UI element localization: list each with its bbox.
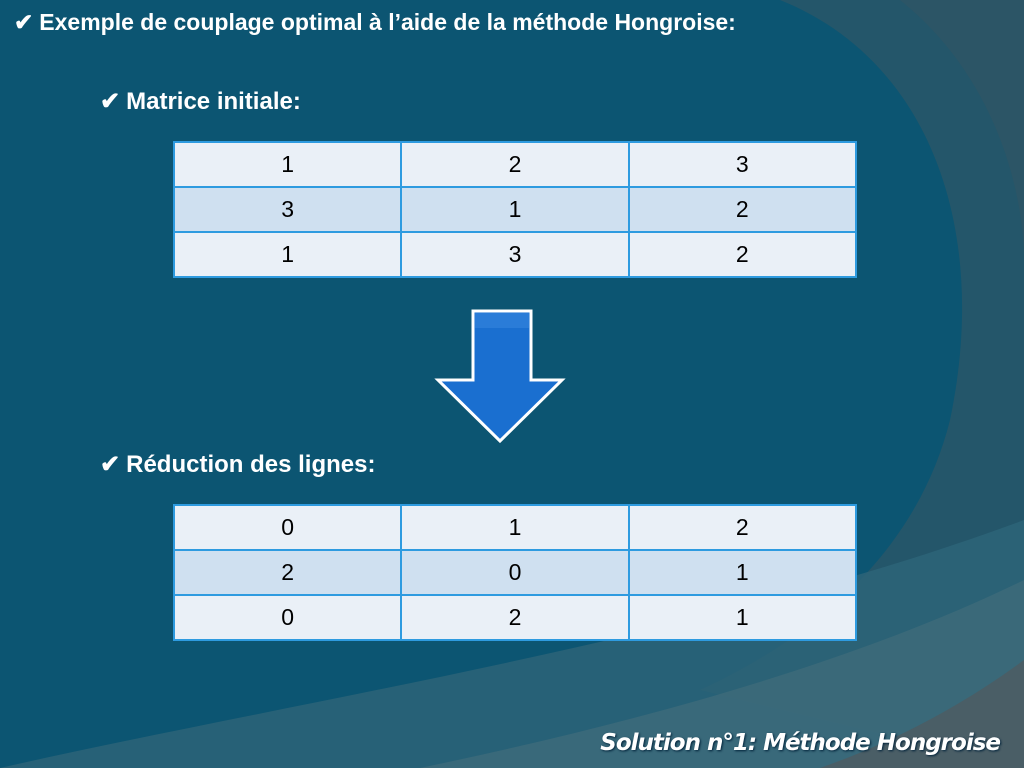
table-cell: 1	[174, 142, 401, 187]
section-row-reduction-label: Réduction des lignes:	[126, 451, 376, 478]
section-initial-matrix-label: Matrice initiale:	[126, 88, 301, 115]
table-row	[174, 232, 856, 277]
table-cell: 2	[629, 187, 856, 232]
table-cell: 3	[401, 232, 628, 277]
section-row-reduction-heading	[100, 450, 375, 479]
checkmark-icon: ✔	[100, 88, 121, 115]
checkmark-icon: ✔	[14, 9, 34, 35]
table-cell: 1	[401, 187, 628, 232]
table-cell: 2	[174, 550, 401, 595]
slide-title	[14, 9, 736, 36]
table-cell: 0	[401, 550, 628, 595]
section-initial-matrix-heading	[100, 87, 301, 116]
table-cell: 1	[174, 232, 401, 277]
table-cell: 3	[174, 187, 401, 232]
table-row	[174, 550, 856, 595]
table-cell: 1	[629, 595, 856, 640]
table-cell: 1	[401, 505, 628, 550]
table-cell: 2	[629, 505, 856, 550]
table-cell: 0	[174, 595, 401, 640]
table-row	[174, 505, 856, 550]
table-cell: 1	[629, 550, 856, 595]
table-row	[174, 595, 856, 640]
table-row	[174, 142, 856, 187]
slide-title-text: Exemple de couplage optimal à l’aide de la méthode Hongroise:	[39, 9, 736, 35]
table-cell: 2	[629, 232, 856, 277]
table-cell: 2	[401, 142, 628, 187]
reduced-matrix-table	[173, 504, 857, 641]
table-cell: 3	[629, 142, 856, 187]
table-cell: 2	[401, 595, 628, 640]
initial-matrix-table	[173, 141, 857, 278]
slide-footer: Solution n°1: Méthode Hongroise	[600, 730, 1000, 756]
table-cell: 0	[174, 505, 401, 550]
checkmark-icon: ✔	[100, 451, 121, 478]
table-row	[174, 187, 856, 232]
down-arrow-icon	[434, 308, 566, 444]
